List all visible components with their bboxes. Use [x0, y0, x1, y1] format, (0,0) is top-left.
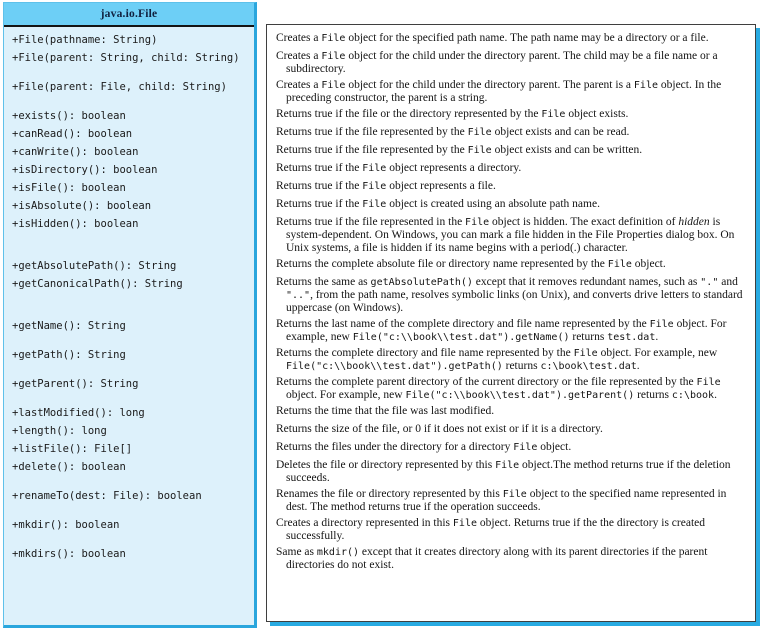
desc-text: . — [655, 331, 659, 343]
desc-text: Returns true if the — [276, 198, 363, 210]
method-description-text — [276, 318, 748, 344]
desc-text: object. In the preceding constructor, the parent is a string. — [286, 79, 722, 104]
inline-code: File("c:\\book\\test.dat").getName() — [352, 332, 570, 343]
method-description — [266, 108, 756, 121]
desc-text: Returns the last name of the complete directory and file name represented by the — [276, 318, 650, 330]
method-row — [3, 50, 756, 76]
method-signature: +isAbsolute(): boolean — [12, 200, 152, 212]
method-description-text — [276, 488, 748, 514]
method-signature: +lastModified(): long — [12, 407, 145, 419]
method-row — [3, 318, 756, 344]
desc-text: is system-dependent. On Windows, you can mark a file hidden in the File Properties dialog box. On Unix systems, a file is hidden if its name begins with a period(.) character. — [286, 216, 735, 254]
desc-text: returns — [634, 389, 672, 401]
desc-text: Returns the complete directory and file name represented by the — [276, 347, 574, 359]
method-signature: +length(): long — [12, 425, 107, 437]
method-description — [266, 216, 756, 255]
method-description — [266, 276, 756, 315]
method-row — [3, 488, 756, 514]
method-description-text — [276, 162, 748, 175]
desc-text: Returns the files under the directory for a directory — [276, 441, 514, 453]
method-description-text — [276, 144, 748, 157]
method-description-text — [276, 423, 748, 436]
desc-text: Creates a — [276, 50, 322, 62]
method-row — [3, 162, 756, 177]
inline-code: File — [321, 33, 346, 44]
method-signature: +getCanonicalPath(): String — [12, 278, 183, 290]
desc-text: object is hidden. The exact definition of — [489, 216, 679, 228]
desc-text: except that it creates directory along with its parent directories if the parent directories do not exist. — [286, 546, 708, 571]
inline-code: File — [696, 377, 721, 388]
method-row — [3, 546, 756, 572]
desc-text: object exists and can be read. — [491, 126, 630, 138]
method-signature: +delete(): boolean — [12, 461, 126, 473]
desc-text: object. For example, new — [286, 318, 727, 343]
method-description — [266, 32, 756, 45]
method-description-text — [276, 441, 748, 454]
desc-text: Returns true if the — [276, 180, 363, 192]
method-signature: +getPath(): String — [12, 349, 126, 361]
method-description-text — [276, 376, 748, 402]
inline-code: File — [502, 489, 527, 500]
method-signature: +isHidden(): boolean — [12, 218, 139, 230]
desc-text: object represents a file. — [386, 180, 496, 192]
method-row — [3, 79, 756, 105]
method-row — [3, 198, 756, 213]
method-signature: +File(pathname: String) — [12, 34, 158, 46]
method-signature: +canRead(): boolean — [12, 128, 133, 140]
method-signature: +renameTo(dest: File): boolean — [12, 490, 202, 502]
method-description-text — [276, 180, 748, 193]
method-row — [3, 216, 756, 255]
method-description — [266, 441, 756, 454]
inline-code: File — [467, 145, 492, 156]
method-row — [3, 459, 756, 485]
method-description — [266, 405, 756, 418]
method-row — [3, 144, 756, 159]
method-description — [266, 258, 756, 271]
inline-code: "." — [700, 277, 719, 288]
desc-text: except that it removes redundant names, such as — [472, 276, 701, 288]
inline-code: File — [633, 80, 658, 91]
inline-code: File — [607, 259, 632, 270]
method-signature: +mkdirs(): boolean — [12, 548, 126, 560]
inline-code: File("c:\\book\\test.dat").getParent() — [405, 390, 635, 401]
desc-text: Returns true if the file or the directory represented by the — [276, 108, 542, 120]
method-description-text — [276, 126, 748, 139]
desc-text: Same as — [276, 546, 317, 558]
desc-text: object to the specified name represented in dest. The method returns true if the operation succeeds. — [286, 488, 727, 513]
inline-code: c:\book\test.dat — [540, 361, 637, 372]
inline-code: File — [465, 217, 490, 228]
method-description-text — [276, 405, 748, 418]
method-description — [266, 347, 756, 373]
desc-text: object is created using an absolute path name. — [386, 198, 600, 210]
desc-text: object. For example, new — [286, 389, 406, 401]
method-rows — [3, 32, 756, 575]
desc-text: Returns true if the file represented by the — [276, 126, 468, 138]
method-signature: +isDirectory(): boolean — [12, 164, 158, 176]
inline-code: getAbsolutePath() — [370, 277, 473, 288]
method-description — [266, 50, 756, 76]
method-description — [266, 318, 756, 344]
inline-code: c:\book — [671, 390, 715, 401]
inline-code: File — [573, 348, 598, 359]
method-signature: +canWrite(): boolean — [12, 146, 139, 158]
method-signature: +getAbsolutePath(): String — [12, 260, 177, 272]
method-description — [266, 488, 756, 514]
desc-text: Returns the same as — [276, 276, 371, 288]
desc-text: and — [718, 276, 738, 288]
desc-text: Creates a directory represented in this — [276, 517, 453, 529]
inline-code: File — [362, 199, 387, 210]
method-description-text — [276, 276, 748, 315]
method-row — [3, 441, 756, 456]
inline-code: test.dat — [607, 332, 656, 343]
desc-text: Returns the size of the file, or 0 if it does not exist or if it is a directory. — [276, 423, 603, 435]
desc-text: object for the specified path name. The path name may be a directory or a file. — [345, 32, 709, 44]
desc-text: Returns true if the file represented by the — [276, 144, 468, 156]
desc-text: object for the child under the directory parent. The child may be a file name or a subdirectory. — [286, 50, 718, 75]
desc-text: Creates a — [276, 32, 322, 44]
desc-text: . — [636, 360, 640, 372]
class-name: java.io.File — [100, 8, 158, 20]
method-row — [3, 347, 756, 373]
desc-text: , from the path name, resolves symbolic links (on Unix), and converts drive letters to standard uppercase (on Windows). — [286, 289, 743, 314]
desc-text: object. Returns true if the the directory is created successfully. — [286, 517, 705, 542]
inline-code: File — [452, 518, 477, 529]
class-name-header — [4, 3, 254, 27]
method-signature: +File(parent: String, child: String) — [12, 52, 240, 64]
method-description-text — [276, 459, 748, 485]
method-description-text — [276, 108, 748, 121]
method-description — [266, 126, 756, 139]
method-description — [266, 459, 756, 485]
method-row — [3, 126, 756, 141]
method-description-text — [276, 50, 748, 76]
method-description — [266, 79, 756, 105]
method-row — [3, 32, 756, 47]
inline-code: File — [495, 460, 520, 471]
inline-code: File — [513, 442, 538, 453]
method-description — [266, 376, 756, 402]
desc-text: Returns true if the file represented in the — [276, 216, 466, 228]
desc-text: returns — [569, 331, 608, 343]
desc-text: returns — [502, 360, 541, 372]
method-description-text — [276, 198, 748, 211]
desc-text: Returns true if the — [276, 162, 363, 174]
desc-text: Creates a — [276, 79, 322, 91]
desc-text: Returns the time that the file was last modified. — [276, 405, 495, 417]
desc-text: Renames the file or directory represented by this — [276, 488, 503, 500]
method-description — [266, 180, 756, 193]
method-signature: +exists(): boolean — [12, 110, 126, 122]
desc-text: object for the child under the directory parent. The parent is a — [345, 79, 634, 91]
italic-term: hidden — [678, 216, 710, 228]
desc-text: object. — [537, 441, 572, 453]
desc-text: . — [714, 389, 717, 401]
inline-code: File — [321, 80, 346, 91]
method-row — [3, 258, 756, 273]
inline-code: ".." — [286, 290, 311, 301]
desc-text: object exists. — [565, 108, 629, 120]
inline-code: File — [649, 319, 674, 330]
inline-code: File — [321, 51, 346, 62]
method-row — [3, 423, 756, 438]
desc-text: object exists and can be written. — [491, 144, 643, 156]
inline-code: File — [362, 181, 387, 192]
method-row — [3, 108, 756, 123]
method-description — [266, 162, 756, 175]
method-description-text — [276, 546, 748, 572]
inline-code: mkdir() — [316, 547, 360, 558]
method-row — [3, 405, 756, 420]
inline-code: File — [362, 163, 387, 174]
inline-code: File — [467, 127, 492, 138]
method-description — [266, 423, 756, 436]
inline-code: File — [541, 109, 566, 120]
desc-text: object represents a directory. — [386, 162, 522, 174]
method-row — [3, 517, 756, 543]
method-description-text — [276, 79, 748, 105]
method-description — [266, 144, 756, 157]
method-row — [3, 376, 756, 402]
method-signature: +getParent(): String — [12, 378, 139, 390]
inline-code: File("c:\\book\\test.dat").getPath() — [286, 361, 503, 372]
method-description — [266, 198, 756, 211]
method-description — [266, 517, 756, 543]
method-description — [266, 546, 756, 572]
desc-text: Returns the complete parent directory of the current directory or the file represented by the — [276, 376, 697, 388]
method-signature: +getName(): String — [12, 320, 126, 332]
method-description-text — [276, 32, 748, 45]
method-signature: +isFile(): boolean — [12, 182, 126, 194]
method-signature: +File(parent: File, child: String) — [12, 81, 227, 93]
method-signature: +mkdir(): boolean — [12, 519, 120, 531]
desc-text: object. — [631, 258, 666, 270]
desc-text: object. For example, new — [597, 347, 718, 359]
method-row — [3, 276, 756, 315]
method-row — [3, 180, 756, 195]
method-description-text — [276, 258, 748, 271]
method-description-text — [276, 216, 748, 255]
method-description-text — [276, 517, 748, 543]
method-signature: +listFile(): File[] — [12, 443, 133, 455]
desc-text: Returns the complete absolute file or directory name represented by the — [276, 258, 608, 270]
desc-text: Deletes the file or directory represented by this — [276, 459, 496, 471]
desc-text: object.The method returns true if the deletion succeeds. — [286, 459, 731, 484]
method-description-text — [276, 347, 748, 373]
